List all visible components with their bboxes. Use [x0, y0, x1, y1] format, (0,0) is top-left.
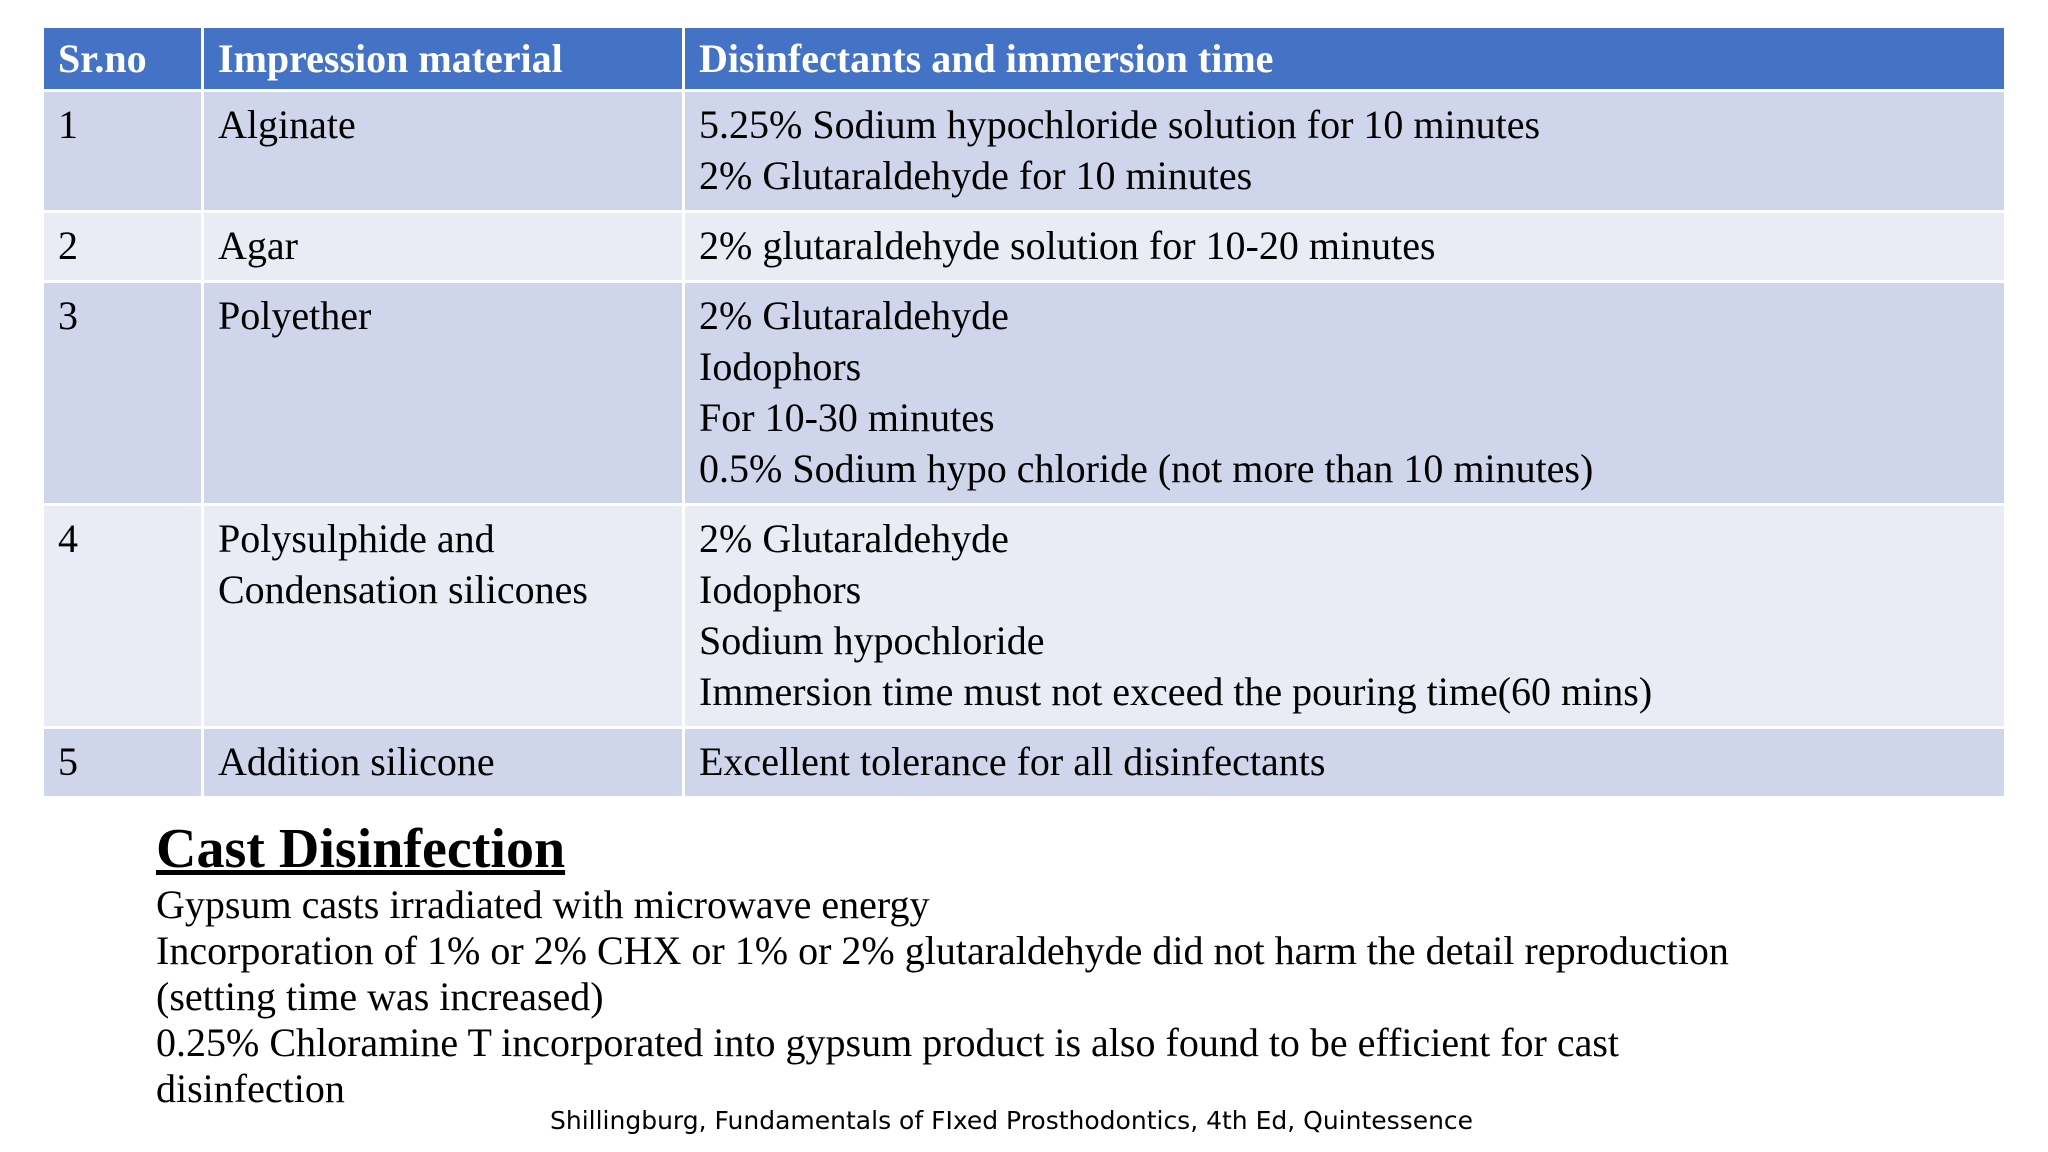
header-impression-material: Impression material	[203, 27, 684, 91]
table-header-row	[43, 27, 2006, 91]
material-line: Addition silicone	[218, 739, 495, 784]
table-row	[43, 91, 2006, 212]
cell-srno: 2	[43, 212, 203, 282]
disinfectant-line: Iodophors	[699, 567, 862, 612]
cast-disinfection-line: (setting time was increased)	[156, 974, 604, 1019]
table-row	[43, 282, 2006, 505]
disinfectant-line: 5.25% Sodium hypochloride solution for 10 minutes	[699, 102, 1541, 147]
cell-srno: 1	[43, 91, 203, 212]
cell-disinfectants	[684, 505, 2006, 728]
material-line: Condensation silicones	[218, 567, 588, 612]
material-line: Agar	[218, 223, 298, 268]
disinfectant-line: 0.5% Sodium hypo chloride (not more than 10 minutes)	[699, 446, 1594, 491]
citation: Shillingburg, Fundamentals of FIxed Prosthodontics, 4th Ed, Quintessence	[550, 1106, 1474, 1135]
cast-disinfection-line: 0.25% Chloramine T incorporated into gypsum product is also found to be efficient for cast	[156, 1020, 1620, 1065]
header-srno: Sr.no	[43, 27, 203, 91]
cast-disinfection-section	[156, 816, 2016, 1112]
cast-disinfection-line: disinfection	[156, 1066, 345, 1111]
cast-disinfection-line: Gypsum casts irradiated with microwave energy	[156, 882, 930, 927]
material-line: Polysulphide and	[218, 516, 495, 561]
cast-disinfection-heading: Cast Disinfection	[156, 818, 566, 880]
disinfectant-line: Iodophors	[699, 344, 862, 389]
disinfectant-line: Immersion time must not exceed the pouring time(60 mins)	[699, 669, 1653, 714]
cell-material	[203, 91, 684, 212]
disinfection-table	[41, 25, 2007, 799]
material-line: Polyether	[218, 293, 372, 338]
disinfectant-line: 2% glutaraldehyde solution for 10-20 minutes	[699, 223, 1436, 268]
disinfectant-line: 2% Glutaraldehyde for 10 minutes	[699, 153, 1253, 198]
disinfection-table-container	[41, 25, 2007, 799]
cell-disinfectants	[684, 91, 2006, 212]
table-row	[43, 505, 2006, 728]
cell-srno: 4	[43, 505, 203, 728]
material-line: Alginate	[218, 102, 356, 147]
cell-disinfectants	[684, 282, 2006, 505]
disinfectant-line: Excellent tolerance for all disinfectants	[699, 739, 1326, 784]
cell-material	[203, 728, 684, 798]
cell-disinfectants	[684, 728, 2006, 798]
disinfectant-line: 2% Glutaraldehyde	[699, 293, 1009, 338]
cell-srno: 5	[43, 728, 203, 798]
table-row	[43, 212, 2006, 282]
cell-srno: 3	[43, 282, 203, 505]
disinfectant-line: For 10-30 minutes	[699, 395, 995, 440]
table-row	[43, 728, 2006, 798]
cast-disinfection-line: Incorporation of 1% or 2% CHX or 1% or 2% glutaraldehyde did not harm the detail reproduction	[156, 928, 1729, 973]
disinfectant-line: 2% Glutaraldehyde	[699, 516, 1009, 561]
header-disinfectants: Disinfectants and immersion time	[684, 27, 2006, 91]
cell-material	[203, 212, 684, 282]
disinfectant-line: Sodium hypochloride	[699, 618, 1045, 663]
cell-material	[203, 505, 684, 728]
cell-disinfectants	[684, 212, 2006, 282]
cell-material	[203, 282, 684, 505]
